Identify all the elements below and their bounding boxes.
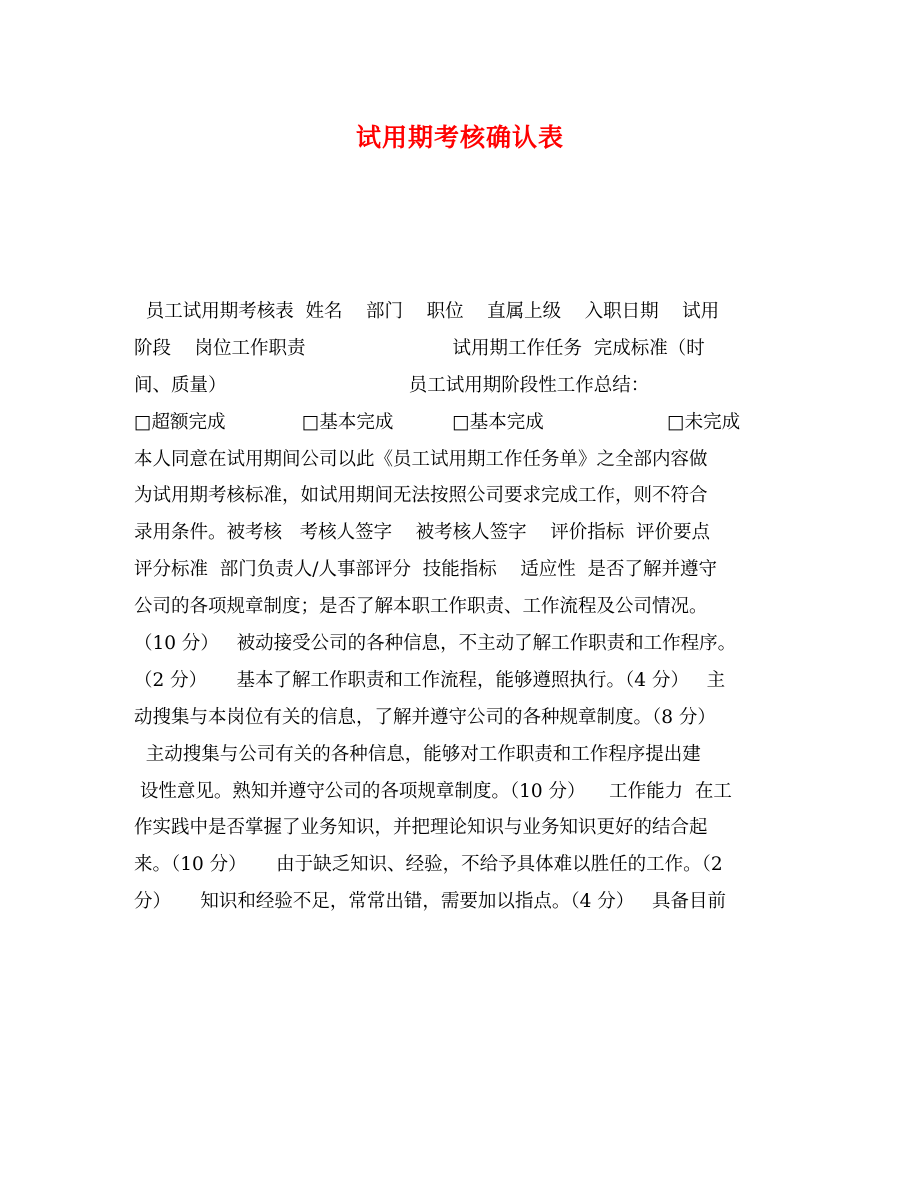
body-line-1: 员工试用期考核表 姓名 部门 职位 直属上级 入职日期 试用 [134,301,720,322]
body-line-2: 阶段 岗位工作职责 试用期工作任务 完成标准（时 [134,337,705,359]
body-line-16: 来。（10 分） 由于缺乏知识、经验，不给予具体难以胜任的工作。（2 [134,854,723,876]
body-line-3: 间、质量） 员工试用期阶段性工作总结： [134,374,650,396]
body-line-4: □超额完成 □基本完成 □基本完成 □未完成 [134,411,741,433]
body-line-5: 本人同意在试用期间公司以此《员工试用期工作任务单》之全部内容做 [134,448,708,470]
document-title: 试用期考核确认表 [355,123,564,152]
body-line-11: （2 分） 基本了解工作职责和工作流程，能够遵照执行。（4 分） 主 [134,669,726,691]
body-line-10: （10 分） 被动接受公司的各种信息，不主动了解工作职责和工作程序。 [134,633,737,655]
body-line-9: 公司的各项规章制度；是否了解本职工作职责、工作流程及公司情况。 [134,596,708,618]
document-body [134,294,786,921]
body-line-15: 作实践中是否掌握了业务知识，并把理论知识与业务知识更好的结合起 [134,817,708,839]
body-line-13: 主动搜集与公司有关的各种信息，能够对工作职责和工作程序提出建 [134,743,701,765]
body-line-6: 为试用期考核标准，如试用期间无法按照公司要求完成工作，则不符合 [134,485,708,507]
body-line-14: 设性意见。熟知并遵守公司的各项规章制度。（10 分） 工作能力 在工 [134,780,732,802]
body-line-8: 评分标准 部门负责人/人事部评分 技能指标 适应性 是否了解并遵守 [134,559,718,581]
body-line-7: 录用条件。被考核 考核人签字 被考核人签字 评价指标 评价要点 [134,522,710,544]
body-line-12: 动搜集与本岗位有关的信息，了解并遵守公司的各种规章制度。（8 分） [134,706,716,728]
body-line-17: 分） 知识和经验不足，常常出错，需要加以指点。（4 分） 具备目前 [134,891,726,913]
